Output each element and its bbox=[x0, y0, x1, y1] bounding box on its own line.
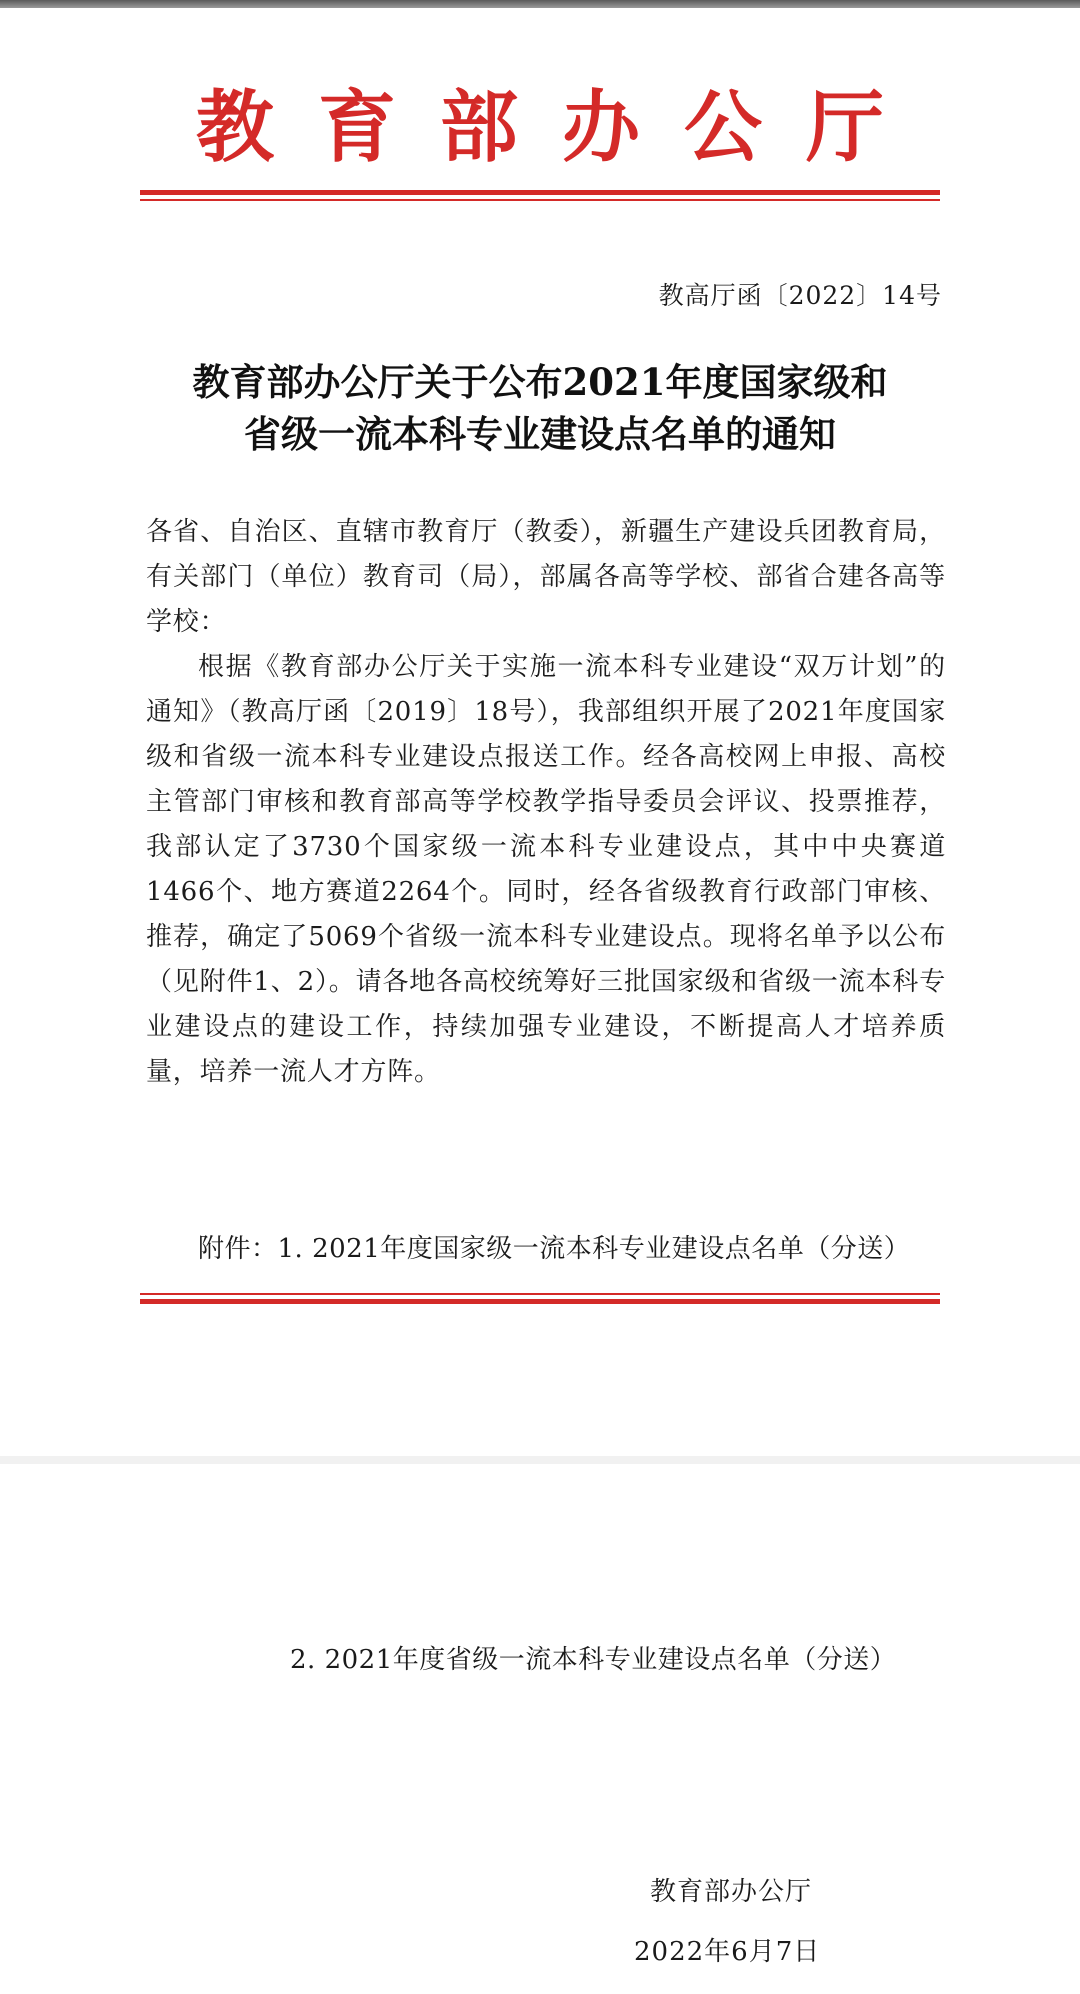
signing-organization: 教育部办公厅 bbox=[650, 1877, 813, 1907]
footer-rule-thin bbox=[140, 1293, 940, 1295]
document-page-2 bbox=[0, 1464, 1080, 1994]
letterhead-rule-thin bbox=[140, 199, 940, 201]
notice-title-line-2: 省级一流本科专业建设点名单的通知 bbox=[244, 412, 836, 456]
letterhead-title: 教育部办公厅 bbox=[195, 83, 928, 173]
main-paragraph: 根据《教育部办公厅关于实施一流本科专业建设“双万计划”的通知》（教高厅函〔2019〕18号），我部组织开展了2021年度国家级和省级一流本科专业建设点报送工作。经各高校网上申报、高校主管部门审核和教育部高等学校教学指导委员会评议、投票推荐，我部认定了3730个国家级一流本科专业建设点，其中中央赛道1466个、地方赛道2264个。同时，经各省级教育行政部门审核、推荐，确定了5069个省级一流本科专业建设点。现将名单予以公布（见附件1、2）。请各地各高校统筹好三批国家级和省级一流本科专业建设点的建设工作，持续加强专业建设，不断提高人才培养质量，培养一流人才方阵。 bbox=[146, 652, 946, 1087]
page-separator bbox=[0, 1456, 1080, 1464]
signing-date: 2022年6月7日 bbox=[634, 1937, 821, 1967]
letterhead-rule-thick bbox=[140, 190, 940, 195]
notice-body bbox=[146, 510, 946, 1095]
document-page-1 bbox=[0, 8, 1080, 1456]
attachment-item-2: 2. 2021年度省级一流本科专业建设点名单（分送） bbox=[290, 1645, 897, 1675]
document-number: 教高厅函〔2022〕14号 bbox=[658, 281, 942, 310]
top-status-bar bbox=[0, 0, 1080, 8]
attachment-item-1: 附件：1. 2021年度国家级一流本科专业建设点名单（分送） bbox=[198, 1234, 911, 1264]
footer-rule-thick bbox=[140, 1299, 940, 1304]
notice-title bbox=[0, 356, 1080, 460]
notice-title-line-1: 教育部办公厅关于公布2021年度国家级和 bbox=[192, 360, 888, 404]
recipients-paragraph: 各省、自治区、直辖市教育厅（教委），新疆生产建设兵团教育局，有关部门（单位）教育司（局），部属各高等学校、部省合建各高等学校： bbox=[146, 517, 946, 637]
